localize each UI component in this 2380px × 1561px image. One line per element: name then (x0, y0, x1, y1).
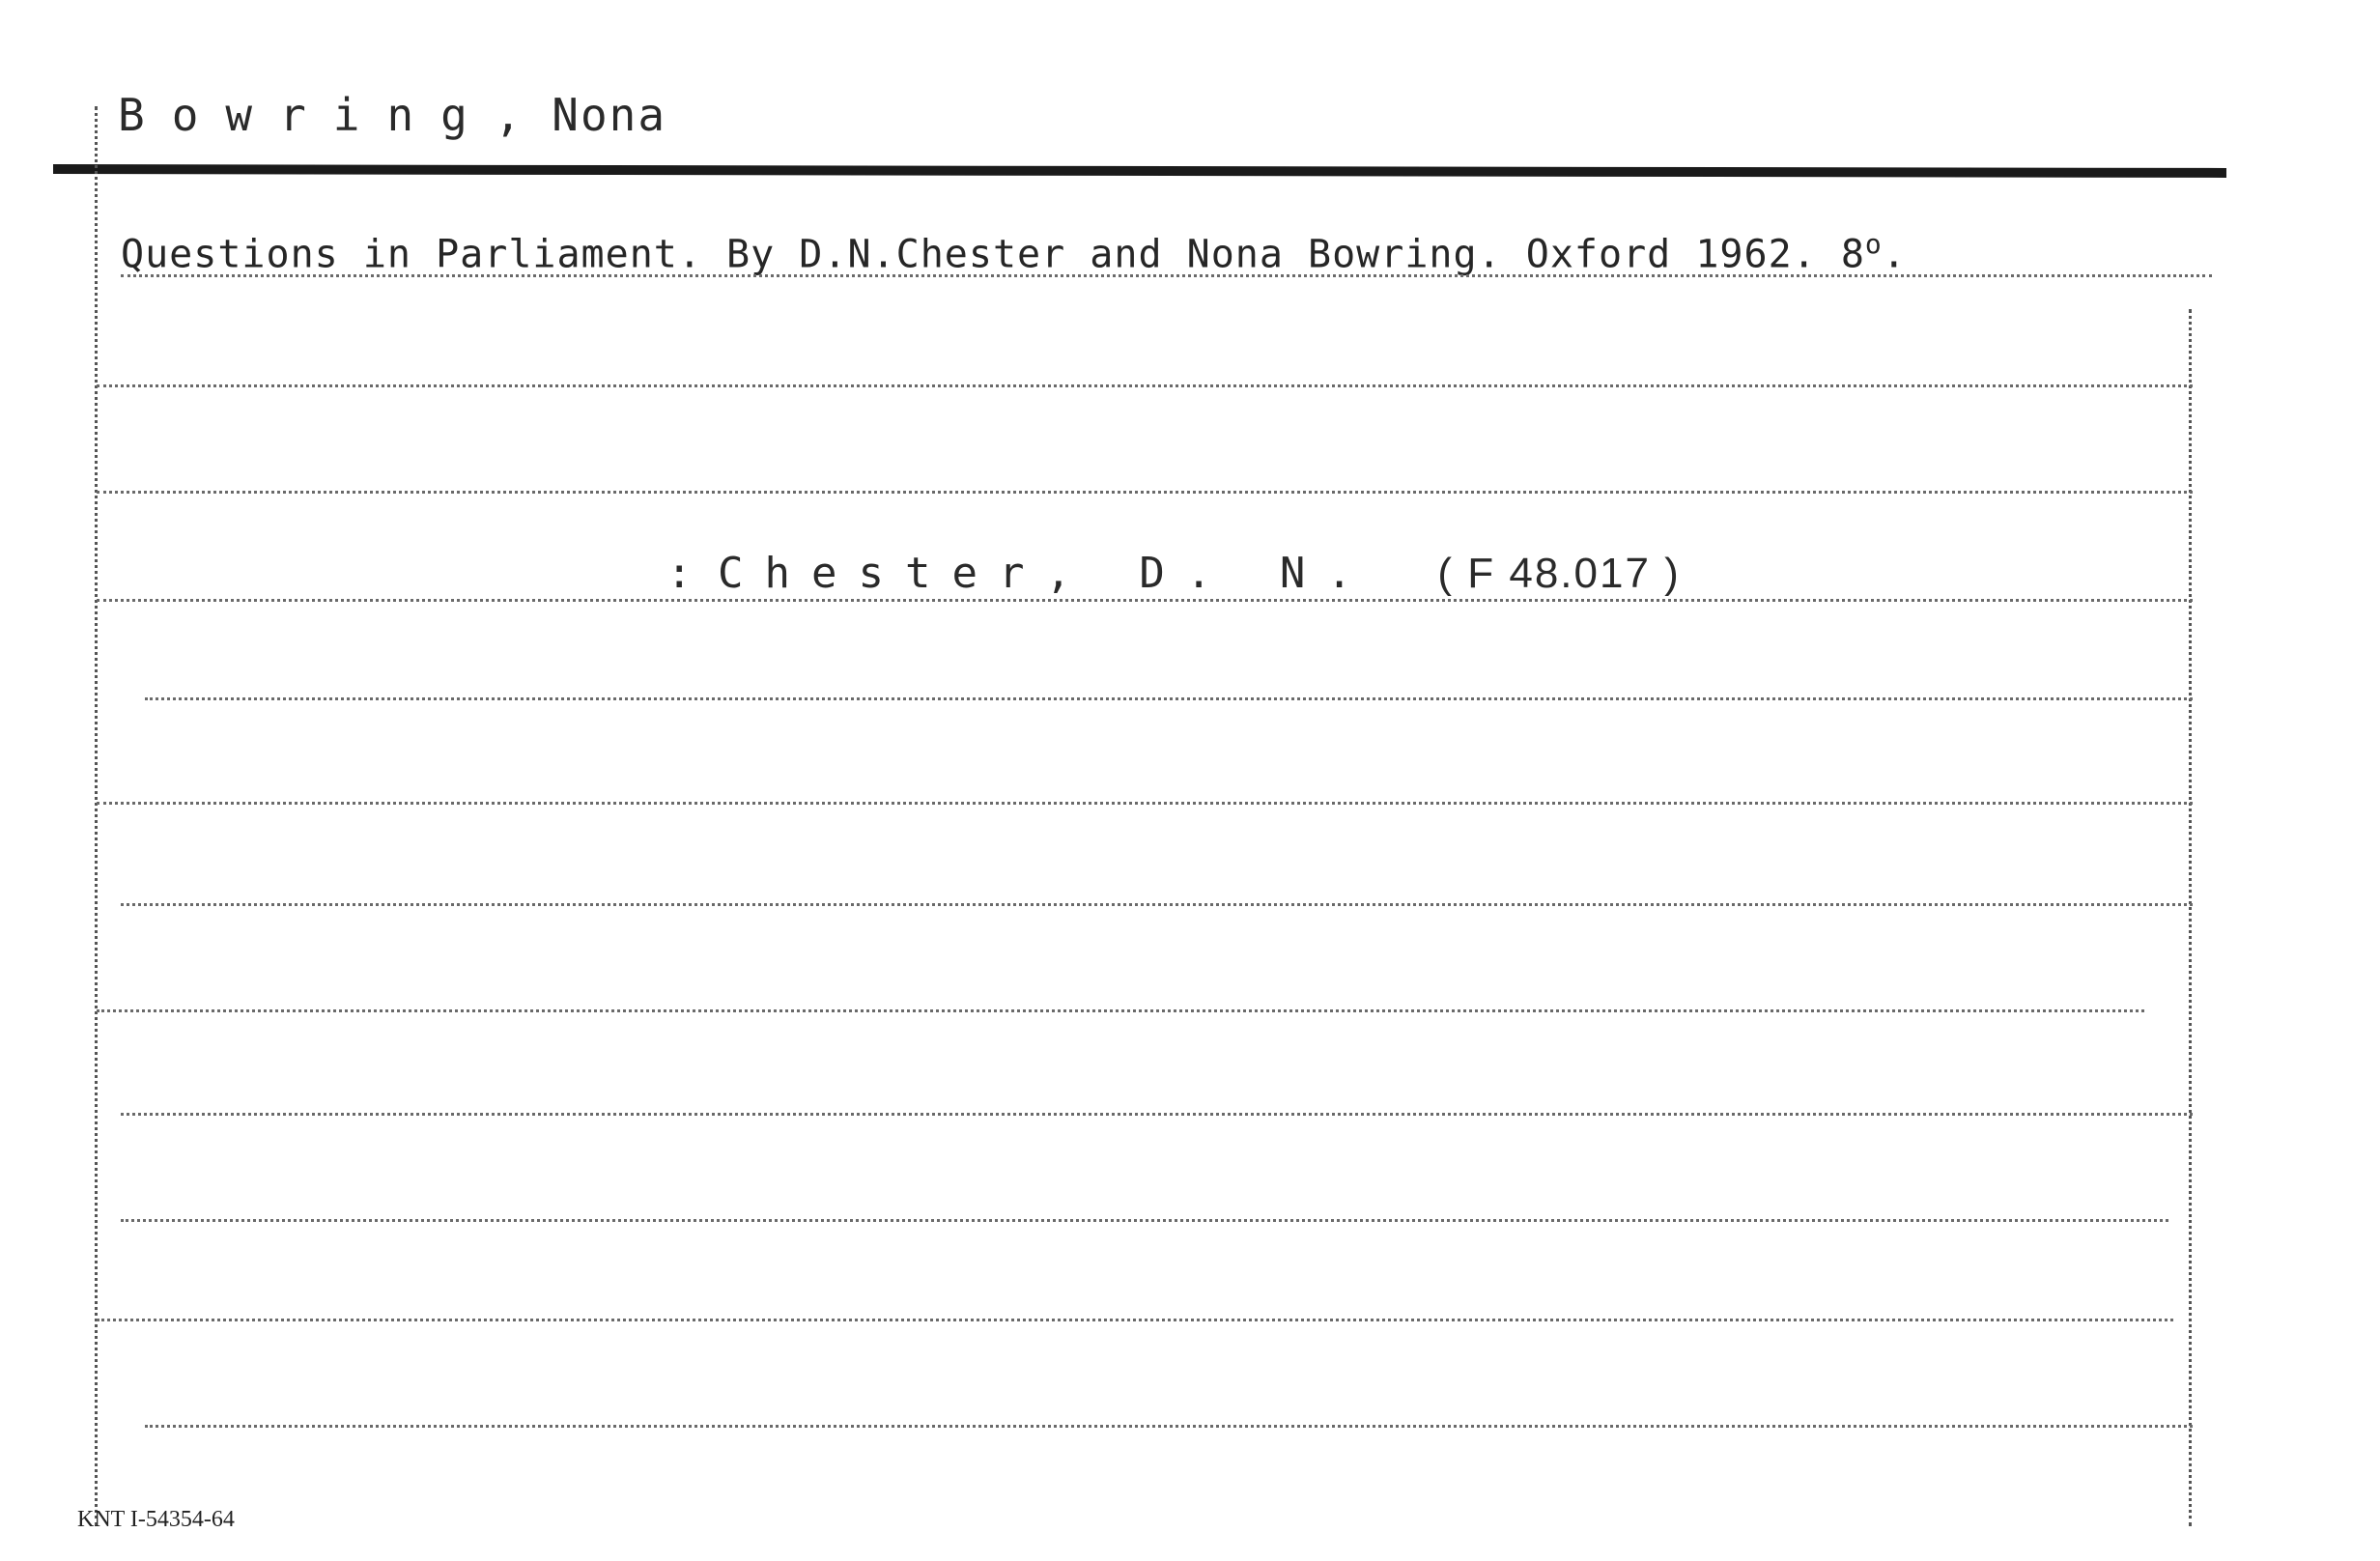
dotted-line (97, 491, 2193, 494)
dotted-line (97, 599, 2193, 602)
dotted-line (145, 697, 2193, 700)
dotted-line (121, 903, 2193, 906)
heading-separator: , (494, 89, 524, 141)
dotted-line (145, 1425, 2193, 1428)
dotted-line (121, 1113, 2193, 1116)
cross-reference (666, 549, 1681, 598)
dotted-line (97, 384, 2193, 387)
heading-given-name: Nona (552, 89, 667, 141)
card-heading (118, 89, 666, 141)
card-footer-code: KNT I-54354-64 (77, 1507, 235, 1532)
dotted-line (97, 1319, 2173, 1321)
xref-prefix: : (666, 549, 693, 598)
heading-rule (53, 164, 2226, 178)
left-edge-dots (95, 106, 98, 1526)
entry-title (121, 228, 1907, 276)
dotted-line (97, 1009, 2144, 1012)
xref-call-number: ( F 48.017 ) (1437, 550, 1681, 597)
title-end: . (1882, 232, 1907, 277)
xref-name: Chester, D. N. (718, 549, 1374, 598)
dotted-line (121, 1219, 2168, 1222)
format-superscript: o (1864, 228, 1883, 260)
title-text: Questions in Parliament. By D.N.Chester and Nona Bowring. Oxford 1962. 8 (121, 232, 1865, 277)
heading-surname: Bowring (118, 89, 495, 141)
dotted-line (121, 274, 2212, 277)
dotted-line (97, 802, 2193, 805)
